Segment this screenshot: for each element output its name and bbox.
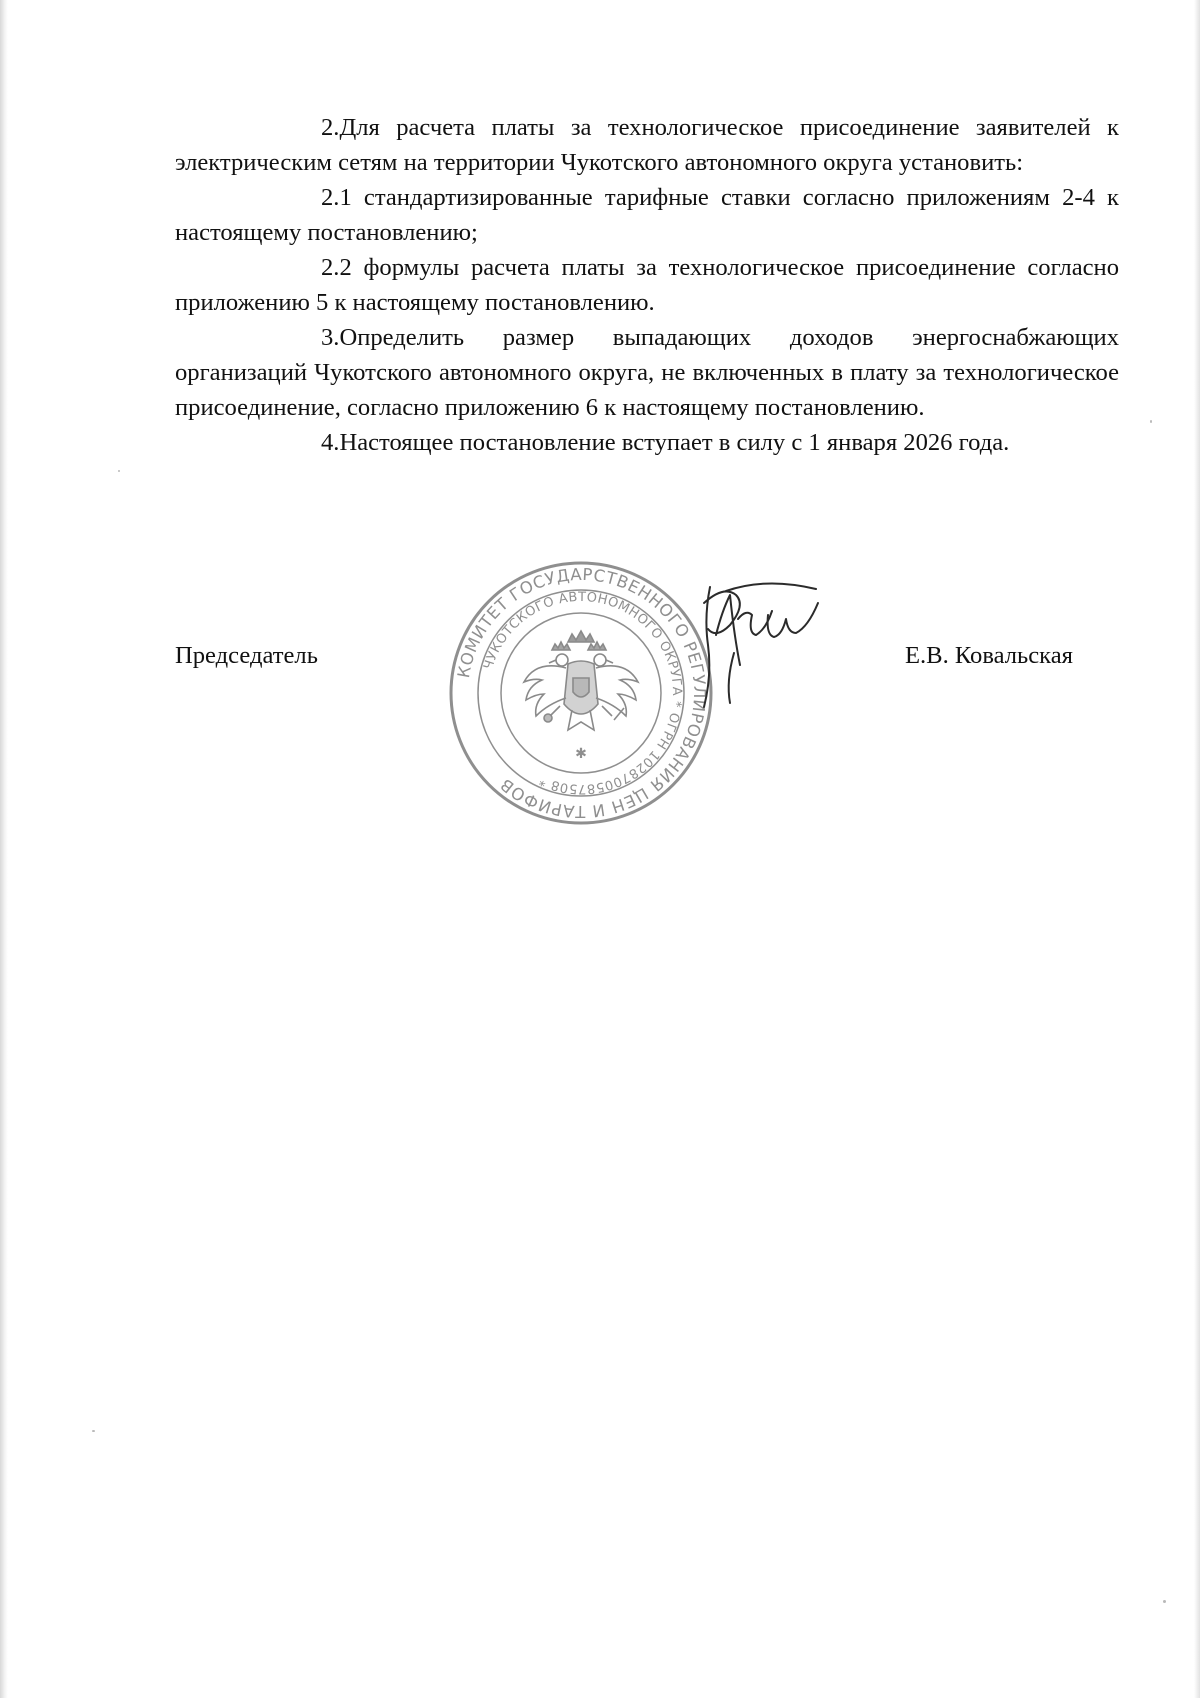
seal-inner-text-path: ЧУКОТСКОГО АВТОНОМНОГО ОКРУГА * ОГРН 1028700587508 *: [481, 589, 685, 797]
paragraph-number: 2.1: [321, 184, 352, 211]
paragraph-number: 4.: [321, 429, 340, 456]
paragraph-number: 2.2: [321, 254, 352, 281]
paragraph-text: формулы расчета платы за технологическое присоединение согласно приложению 5 к настоящему постановлению.: [175, 254, 1119, 316]
paragraph-2-1: [175, 180, 1119, 250]
official-seal: [448, 560, 714, 826]
paragraph-2-2: [175, 250, 1119, 320]
scan-speck: [92, 1430, 95, 1432]
paragraph-number: 3.: [321, 324, 340, 351]
seal-outer-text-path: КОМИТЕТ ГОСУДАРСТВЕННОГО РЕГУЛИРОВАНИЯ ЦЕН И ТАРИФОВ: [453, 564, 710, 822]
signatory-name: Е.В. Ковальская: [905, 642, 1073, 669]
document-body: [175, 110, 1119, 460]
paragraph-4: [175, 425, 1119, 460]
scan-speck: [118, 470, 120, 472]
signatory-position: Председатель: [175, 642, 318, 669]
seal-star-icon: ✱: [575, 746, 587, 762]
paragraph-text: стандартизированные тарифные ставки согласно приложениям 2-4 к настоящему постановлению;: [175, 184, 1119, 246]
paragraph-text: Для расчета платы за технологическое присоединение заявителей к электрическим сетям на территории Чукотского автономного округа установить:: [175, 114, 1119, 176]
paragraph-text: Определить размер выпадающих доходов энергоснабжающих организаций Чукотского автономного округа, не включенных в плату за технологическое присоединение, согласно приложению 6 к настоящему постановлению.: [175, 324, 1119, 421]
handwritten-signature: [690, 575, 840, 715]
scan-speck: [1150, 420, 1152, 423]
paragraph-text: Настоящее постановление вступает в силу с 1 января 2026 года.: [339, 429, 1010, 456]
paragraph-3: [175, 320, 1119, 425]
paragraph-2: [175, 110, 1119, 180]
scan-speck: [1163, 1600, 1166, 1603]
coat-of-arms-icon: [524, 631, 638, 730]
scan-edge-right: [1194, 0, 1200, 1698]
paragraph-number: 2.: [321, 114, 340, 141]
scan-edge-left: [0, 0, 8, 1698]
